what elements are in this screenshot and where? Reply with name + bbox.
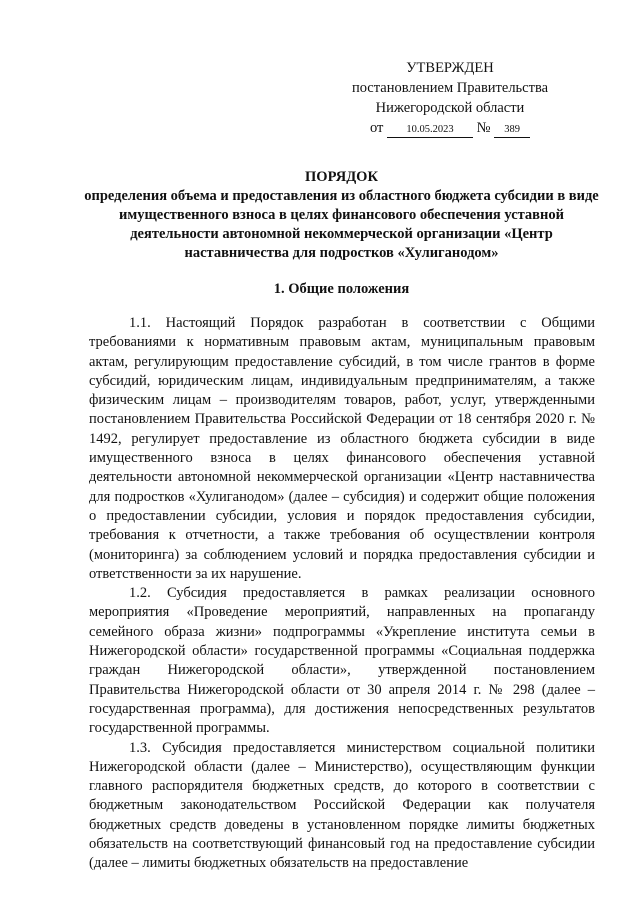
section-heading: 1. Общие положения	[273, 281, 410, 297]
approval-heading: УТВЕРЖДЕН	[406, 60, 494, 76]
paragraph-1-1: 1.1. Настоящий Порядок разработан в соответствии с Общими требованиями к нормативным правовым актам, муниципальным правовым актам, регулирующим предоставление субсидий, в том числе грантов в форме субсидий, юридическим лицам, индивидуальным предпринимателям, а также физическим лицам – производителям товаров, работ, услуг, утвержденными постановлением Правительства Российской Федерации от 18 сентября 2020 г. № 1492, регулирует предоставление из областного бюджета субсидии в виде имущественного взноса в целях финансового обеспечения уставной деятельности автономной некоммерческой организации «Центр наставничества для подростков «Хулиганодом» (далее – субсидия) и содержит общие положения о предоставлении субсидии, условия и порядок предоставления субсидии, требования к отчетности, а также требования об осуществлении контроля (мониторинга) за соблюдением условий и порядка предоставления субсидии и ответственности за их нарушение.	[89, 315, 595, 582]
number-sign: №	[476, 120, 491, 136]
approval-authority: постановлением Правительства	[351, 80, 549, 96]
document-title	[80, 168, 603, 263]
approval-region: Нижегородской области	[375, 100, 525, 116]
date-prefix: от	[369, 120, 384, 136]
title-main: ПОРЯДОК	[305, 169, 378, 185]
approval-stamp	[330, 58, 570, 138]
title-subtitle: определения объема и предоставления из областного бюджета субсидии в виде имущественного взноса в целях финансового обеспечения уставной деятельности автономной некоммерческой организации «Центр наставничества для подростков «Хулиганодом»	[84, 188, 599, 261]
paragraph-1-2: 1.2. Субсидия предоставляется в рамках реализации основного мероприятия «Проведение мероприятий, направленных на пропаганду семейного образа жизни» подпрограммы «Укрепление института семьи в Нижегородской области» государственной программы «Социальная поддержка граждан Нижегородской области», утвержденной постановлением Правительства Нижегородской области от 30 апреля 2014 г. № 298 (далее – государственная программа), для достижения непосредственных результатов государственной программы.	[89, 585, 595, 737]
paragraph-1-3: 1.3. Субсидия предоставляется министерством социальной политики Нижегородской области (далее – Министерство), осуществляющим функции главного распорядителя бюджетных средств, до которого в соответствии с бюджетным законодательством Российской Федерации как получателя бюджетных средств доведены в установленном порядке лимиты бюджетных обязательств на соответствующий финансовый год на предоставление субсидии (далее – лимиты бюджетных обязательств на предоставление	[89, 739, 595, 872]
approval-number: 389	[494, 123, 530, 138]
document-body	[89, 314, 595, 874]
approval-date-line	[330, 118, 570, 138]
approval-date: 10.05.2023	[387, 123, 473, 138]
